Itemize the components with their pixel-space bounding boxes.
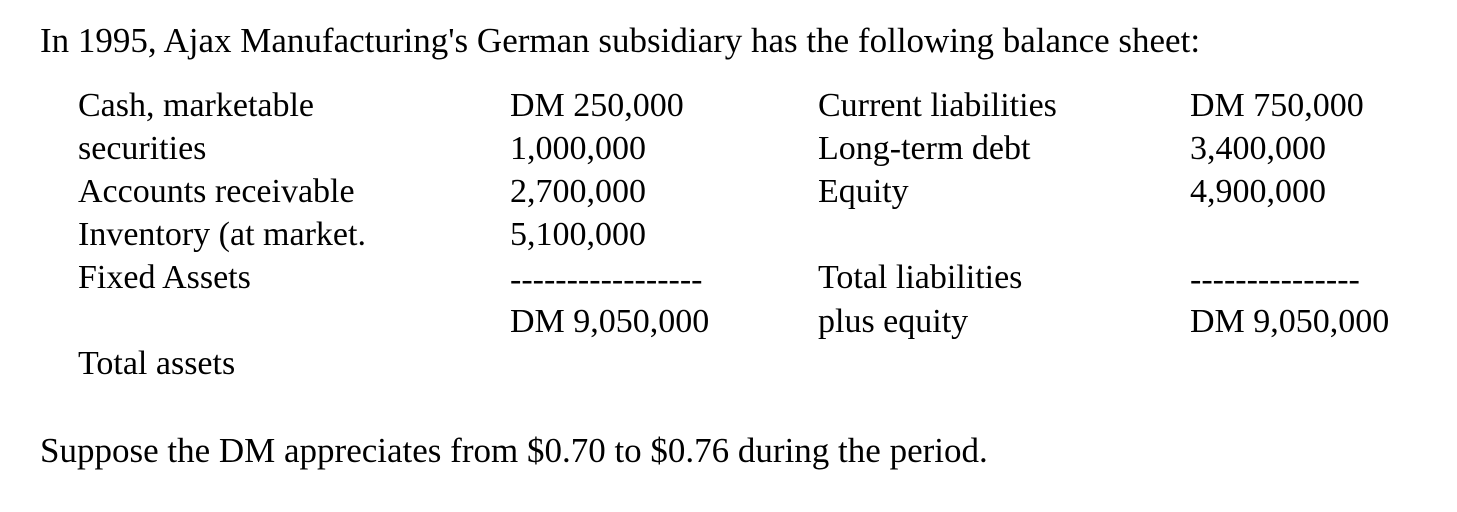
asset-value: 2,700,000 [510, 173, 646, 210]
problem-statement-intro: In 1995, Ajax Manufacturing's German subsidiary has the following balance sheet: [40, 21, 1201, 60]
asset-value: DM 250,000 [510, 87, 684, 124]
total-assets-label: Total assets [78, 345, 236, 382]
liability-total-rule: --------------- [1190, 261, 1360, 298]
asset-value: 1,000,000 [510, 130, 646, 167]
liability-value: 3,400,000 [1190, 130, 1326, 167]
total-liabilities-value: DM 9,050,000 [1190, 303, 1390, 340]
asset-label: Inventory (at market. [78, 216, 366, 253]
total-liabilities-label-line2: plus equity [818, 303, 969, 340]
asset-label: Cash, marketable [78, 87, 315, 124]
asset-label: Accounts receivable [78, 173, 355, 210]
asset-total-rule: ----------------- [510, 261, 703, 298]
total-liabilities-label: Total liabilities [818, 259, 1023, 296]
liability-value: 4,900,000 [1190, 173, 1326, 210]
asset-value: 5,100,000 [510, 216, 646, 253]
asset-label: securities [78, 130, 207, 167]
liability-label: Current liabilities [818, 87, 1057, 124]
problem-statement-outro: Suppose the DM appreciates from $0.70 to $0.76 during the period. [40, 431, 988, 470]
liability-value: DM 750,000 [1190, 87, 1364, 124]
total-assets-value: DM 9,050,000 [510, 303, 710, 340]
liability-label: Long-term debt [818, 130, 1031, 167]
asset-label: Fixed Assets [78, 259, 251, 296]
liability-label: Equity [818, 173, 909, 210]
